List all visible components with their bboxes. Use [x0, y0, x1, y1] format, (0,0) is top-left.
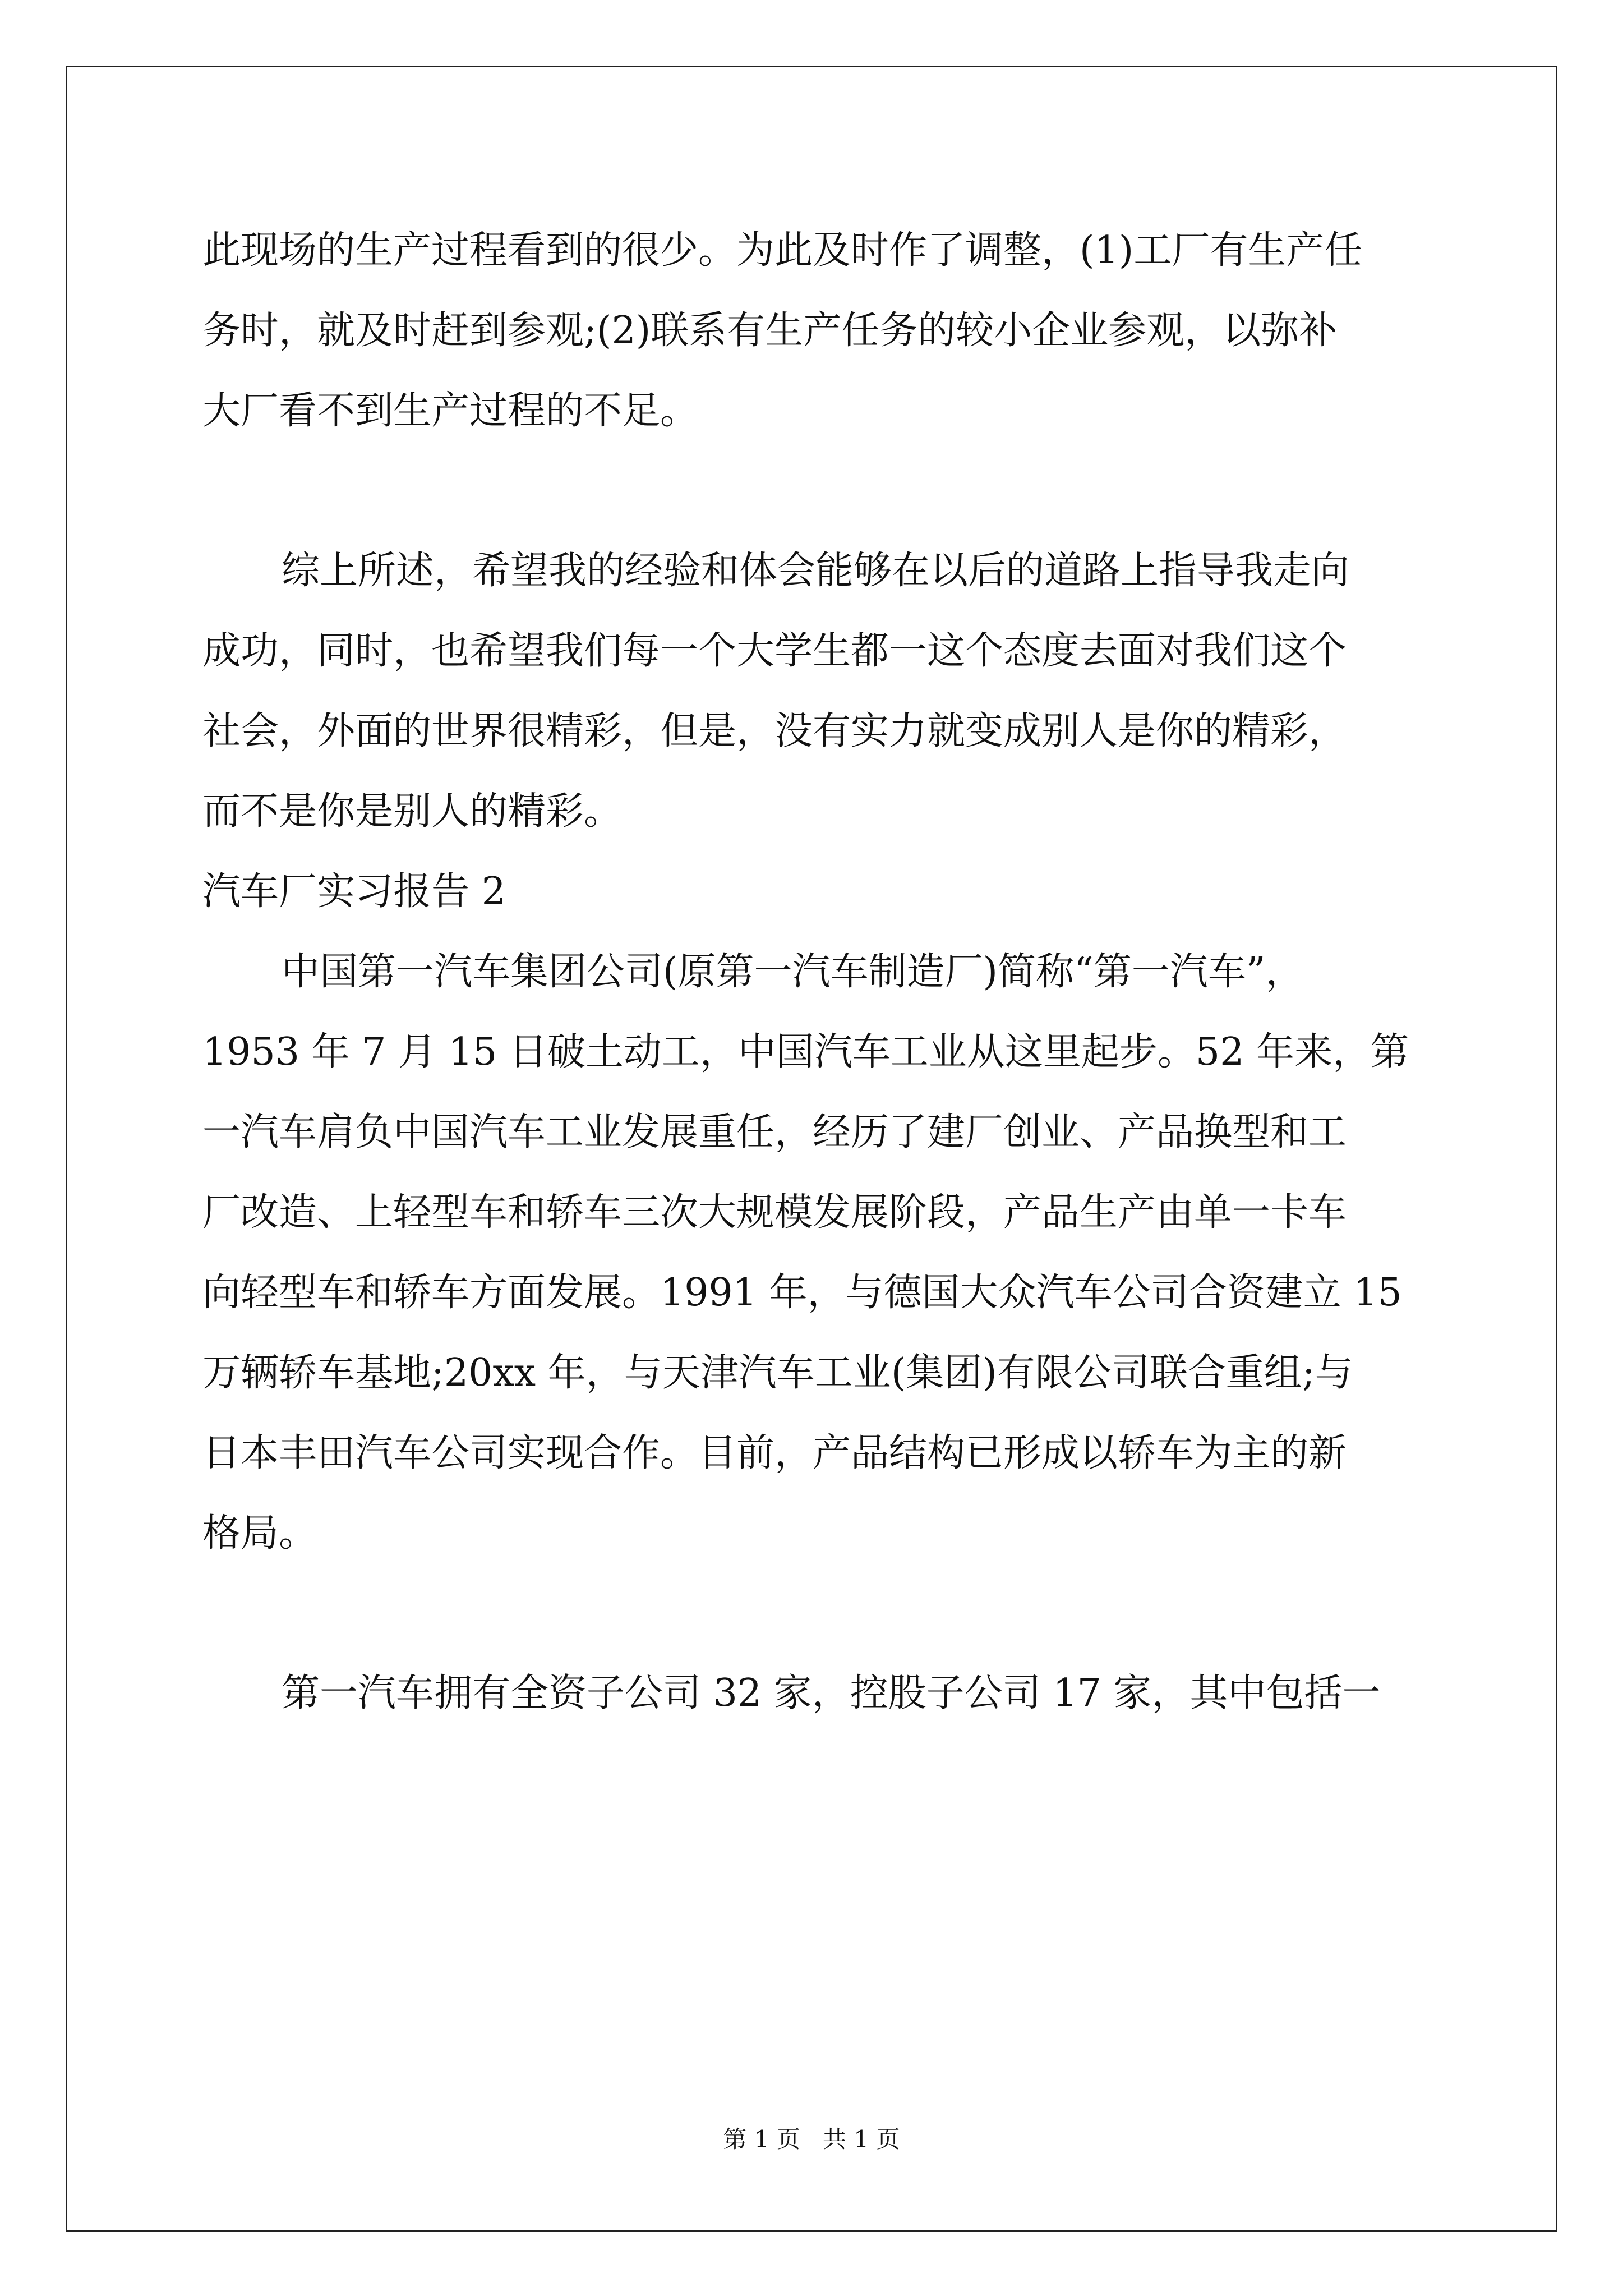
- paragraph-line: 万辆轿车基地;20xx 年，与天津汽车工业(集团)有限公司联合重组;与: [202, 1351, 1353, 1395]
- paragraph-line: 日本丰田汽车公司实现合作。目前，产品结构已形成以轿车为主的新: [202, 1431, 1347, 1475]
- paragraph-line: 一汽车肩负中国汽车工业发展重任，经历了建厂创业、产品换型和工: [202, 1110, 1347, 1154]
- paragraph-line: 社会，外面的世界很精彩，但是，没有实力就变成别人是你的精彩，: [202, 709, 1347, 753]
- paragraph-line: 而不是你是别人的精彩。: [202, 789, 623, 834]
- paragraph-line: 大厂看不到生产过程的不足。: [202, 389, 699, 433]
- section-heading: 汽车厂实习报告 2: [202, 869, 506, 914]
- paragraph-line: 务时，就及时赶到参观;(2)联系有生产任务的较小企业参观，以弥补: [202, 309, 1338, 353]
- paragraph-line: 第一汽车拥有全资子公司 32 家，控股子公司 17 家，其中包括一: [282, 1671, 1381, 1715]
- paragraph-line: 格局。: [202, 1511, 317, 1556]
- paragraph-line: 厂改造、上轻型车和轿车三次大规模发展阶段，产品生产由单一卡车: [202, 1190, 1347, 1235]
- paragraph-line: 综上所述，希望我的经验和体会能够在以后的道路上指导我走向: [282, 549, 1350, 593]
- paragraph-line: 此现场的生产过程看到的很少。为此及时作了调整，(1)工厂有生产任: [202, 228, 1363, 273]
- page-number-footer: 第 1 页 共 1 页: [723, 2125, 900, 2153]
- paragraph-line: 向轻型车和轿车方面发展。1991 年，与德国大众汽车公司合资建立 15: [202, 1271, 1402, 1315]
- paragraph-line: 1953 年 7 月 15 日破土动工，中国汽车工业从这里起步。52 年来，第: [202, 1030, 1409, 1074]
- paragraph-line: 成功，同时，也希望我们每一个大学生都一这个态度去面对我们这个: [202, 629, 1347, 673]
- paragraph-line: 中国第一汽车集团公司(原第一汽车制造厂)简称“第一汽车”，: [282, 950, 1304, 994]
